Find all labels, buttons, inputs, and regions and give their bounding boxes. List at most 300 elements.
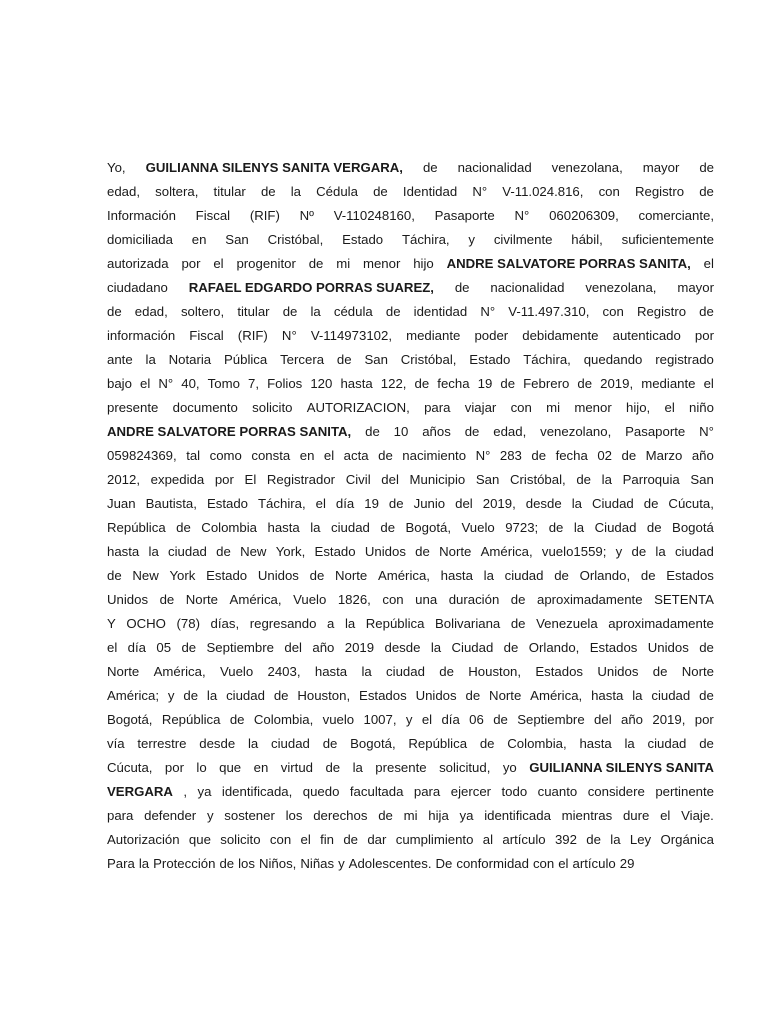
word: de <box>183 688 199 703</box>
word: por <box>181 256 201 271</box>
word: ciudad <box>168 544 207 559</box>
word: 2019 <box>344 640 375 655</box>
word: de <box>336 352 352 367</box>
word: de <box>631 544 647 559</box>
word: Ciudad <box>594 520 637 535</box>
word: la <box>624 736 635 751</box>
word: de <box>308 256 324 271</box>
word: Orlando, <box>579 568 631 583</box>
word: de <box>380 520 396 535</box>
word: 40, <box>181 376 200 391</box>
word: de <box>621 448 637 463</box>
word: como <box>209 448 242 463</box>
word: la <box>138 856 150 871</box>
word: de <box>586 832 601 847</box>
word: venezolana, <box>585 280 657 295</box>
word: 392 <box>554 832 577 847</box>
document-line <box>107 348 714 372</box>
word: de <box>646 520 662 535</box>
word: N° <box>158 376 174 391</box>
word: de <box>454 280 470 295</box>
word: V-114973102, <box>310 328 392 343</box>
word: Unidos <box>364 544 406 559</box>
word: por <box>694 328 714 343</box>
word: N° <box>480 304 496 319</box>
word: y <box>206 808 214 823</box>
word: de <box>176 520 191 535</box>
word: por <box>214 472 234 487</box>
word: República <box>161 712 221 727</box>
word: la <box>206 688 218 703</box>
word: Norte <box>107 664 140 679</box>
word: y <box>468 232 475 247</box>
word: Estado <box>206 496 248 511</box>
word: América, <box>153 664 206 679</box>
word: de <box>216 544 231 559</box>
word: menor <box>362 256 401 271</box>
word: progenitor <box>236 256 296 271</box>
word: América, <box>229 592 282 607</box>
word: desde <box>384 640 421 655</box>
word: ejercer <box>450 784 492 799</box>
word: con <box>598 184 620 199</box>
word: América, <box>480 544 533 559</box>
word: Registrador <box>266 472 336 487</box>
word: a <box>327 616 335 631</box>
word: quedo <box>302 784 340 799</box>
word: Bogotá <box>672 520 714 535</box>
word: titular <box>237 304 270 319</box>
word: Niñas <box>300 856 335 871</box>
word: Estado <box>206 568 248 583</box>
word: San <box>364 352 388 367</box>
word: de <box>465 688 481 703</box>
document-line <box>107 612 714 636</box>
word: 10 <box>393 424 409 439</box>
bold-name-text: ANDRE SALVATORE PORRAS SANITA, <box>446 256 691 271</box>
word: en <box>253 760 269 775</box>
word: Cristóbal, <box>400 352 457 367</box>
word: y <box>167 688 175 703</box>
word: desde <box>525 496 562 511</box>
word: Adolescentes. <box>348 856 432 871</box>
word: Vuelo <box>219 664 254 679</box>
word: venezolano, <box>540 424 612 439</box>
word: de <box>107 304 122 319</box>
document-line <box>107 276 714 300</box>
word: del <box>381 472 399 487</box>
word: Cristóbal, <box>267 232 324 247</box>
word: sostener <box>224 808 275 823</box>
word: de <box>107 568 122 583</box>
word: la <box>655 544 666 559</box>
word: Orlando, <box>528 640 580 655</box>
word: la <box>571 496 582 511</box>
word: Niños, <box>258 856 297 871</box>
word: York, <box>275 544 306 559</box>
word: Pasaporte <box>625 424 686 439</box>
word: facultada <box>349 784 404 799</box>
word: año <box>312 640 335 655</box>
word: Unidos <box>647 640 689 655</box>
word: de <box>554 568 569 583</box>
word: Pública <box>223 352 268 367</box>
word: el <box>558 856 569 871</box>
document-line <box>107 204 714 228</box>
word: 05 <box>156 640 172 655</box>
document-line <box>107 444 714 468</box>
word: 06 <box>469 712 484 727</box>
document-line <box>107 588 714 612</box>
word: el <box>421 712 433 727</box>
word: la <box>352 760 363 775</box>
word: Unidos <box>257 568 299 583</box>
word: nacionalidad <box>457 160 532 175</box>
word: venezolana, <box>551 160 623 175</box>
word: Información <box>107 208 176 223</box>
word: Pasaporte <box>434 208 495 223</box>
word: hijo, <box>626 400 651 415</box>
word: bajo <box>107 376 132 391</box>
word: por <box>694 712 714 727</box>
word: de <box>388 496 404 511</box>
word: Civil <box>345 472 371 487</box>
word: la <box>247 736 259 751</box>
word: hijo <box>413 256 434 271</box>
document-line <box>107 468 714 492</box>
word: de <box>699 688 714 703</box>
word: mi <box>546 400 561 415</box>
document-line <box>107 684 714 708</box>
word: la <box>483 568 494 583</box>
word: terrestre <box>137 736 187 751</box>
word: el <box>323 448 335 463</box>
word: de <box>503 640 519 655</box>
word: ciudad <box>386 664 425 679</box>
word: Estados <box>535 664 584 679</box>
word: Táchira, <box>523 352 571 367</box>
word: aproximadamente <box>536 592 643 607</box>
word: Unidos <box>107 592 149 607</box>
word: artículo <box>572 856 616 871</box>
word: comerciante, <box>638 208 714 223</box>
word: América, <box>530 688 583 703</box>
word: vuelo <box>322 712 355 727</box>
word: Venezuela <box>536 616 598 631</box>
word: ciudad <box>674 544 714 559</box>
word: De <box>435 856 453 871</box>
word: AUTORIZACION, <box>306 400 410 415</box>
word: hábil, <box>571 232 603 247</box>
word: cumplimiento <box>395 832 474 847</box>
word: V-110248160, <box>333 208 415 223</box>
word: Táchira, <box>258 496 306 511</box>
word: Fiscal <box>189 328 224 343</box>
word: mediante <box>641 376 696 391</box>
word: 122, <box>380 376 407 391</box>
word: hasta <box>267 520 300 535</box>
word: nacionalidad <box>490 280 565 295</box>
word: la <box>148 544 159 559</box>
word: el <box>660 808 671 823</box>
word: N° <box>472 184 488 199</box>
document-line <box>107 828 714 852</box>
word: de <box>322 736 338 751</box>
word: de <box>309 568 325 583</box>
word: el <box>300 832 311 847</box>
word: identificada, <box>221 784 293 799</box>
word: , <box>183 784 188 799</box>
word: con <box>382 592 404 607</box>
word: V-11.497.310, <box>508 304 590 319</box>
word: ante <box>107 352 133 367</box>
word: Cúcuta, <box>668 496 714 511</box>
word: SETENTA <box>654 592 714 607</box>
word: 7, <box>248 376 259 391</box>
word: autenticado <box>612 328 681 343</box>
word: soltero, <box>180 304 225 319</box>
word: New <box>240 544 267 559</box>
word: Septiembre <box>517 712 585 727</box>
word: y <box>405 712 413 727</box>
word: de <box>640 568 656 583</box>
word: mi <box>336 256 351 271</box>
word: nacimiento <box>402 448 467 463</box>
word: lo <box>196 760 207 775</box>
word: San <box>475 472 500 487</box>
word: el <box>703 256 714 271</box>
word: Estado <box>342 232 384 247</box>
word: el <box>213 256 224 271</box>
document-line <box>107 708 714 732</box>
word: que <box>188 832 211 847</box>
document-line <box>107 804 714 828</box>
word: cédula <box>333 304 373 319</box>
word: regresando <box>249 616 317 631</box>
bold-name-text: GUILIANNA SILENYS SANITA VERGARA, <box>145 160 403 175</box>
word: poder <box>474 328 509 343</box>
word: mayor <box>677 280 714 295</box>
word: los <box>285 808 303 823</box>
word: Para <box>107 856 135 871</box>
word: Bautista, <box>145 496 197 511</box>
word: de <box>422 160 438 175</box>
word: con <box>510 400 532 415</box>
word: 283 <box>499 448 522 463</box>
word: del <box>455 496 473 511</box>
document-line <box>107 660 714 684</box>
word: Estados <box>359 688 407 703</box>
word: dar <box>367 832 387 847</box>
word: (RIF) <box>237 328 268 343</box>
word: titular <box>213 184 246 199</box>
document-line <box>107 228 714 252</box>
word: yo <box>502 760 517 775</box>
document-line <box>107 252 714 276</box>
word: para <box>424 400 451 415</box>
document-line <box>107 732 714 756</box>
word: Registro <box>636 304 687 319</box>
word: día <box>441 712 460 727</box>
word: hasta <box>579 736 612 751</box>
word: del <box>594 712 612 727</box>
word: expedida <box>150 472 205 487</box>
word: hasta <box>314 664 348 679</box>
word: el <box>107 640 118 655</box>
word: 059824369, <box>107 448 177 463</box>
word: Febrero <box>523 376 570 391</box>
word: 19 <box>477 376 493 391</box>
word: de <box>531 448 547 463</box>
bold-name-text: GUILIANNA SILENYS SANITA <box>529 760 714 775</box>
word: (78) <box>176 616 200 631</box>
word: considere <box>587 784 645 799</box>
word: Autorización <box>107 832 180 847</box>
word: pertinente <box>655 784 714 799</box>
word: la <box>310 520 321 535</box>
word: de <box>699 184 714 199</box>
word: Junio <box>413 496 446 511</box>
word: San <box>690 472 714 487</box>
document-line <box>107 540 714 564</box>
word: Norte <box>334 568 368 583</box>
word: una <box>415 592 438 607</box>
word: Y <box>107 616 116 631</box>
word: de <box>378 448 393 463</box>
word: por <box>164 760 184 775</box>
word: fecha <box>555 448 588 463</box>
word: N° <box>281 328 297 343</box>
word: ciudad <box>331 520 370 535</box>
word: duración <box>448 592 500 607</box>
word: el <box>315 496 326 511</box>
word: año <box>691 448 714 463</box>
word: dure <box>622 808 650 823</box>
word: Folios <box>267 376 303 391</box>
word: Estado <box>469 352 511 367</box>
word: de <box>229 712 245 727</box>
word: Norte <box>489 688 522 703</box>
document-line <box>107 396 714 420</box>
word: con <box>269 832 292 847</box>
word: Cúcuta, <box>107 760 153 775</box>
word: Estados <box>589 640 638 655</box>
word: artículo <box>502 832 546 847</box>
word: de <box>576 472 592 487</box>
word: la <box>632 688 643 703</box>
word: Táchira, <box>401 232 450 247</box>
document-line <box>107 756 714 780</box>
word: y <box>338 856 345 871</box>
word: hasta <box>340 376 373 391</box>
word: Identidad <box>402 184 458 199</box>
word: domiciliada <box>107 232 173 247</box>
word: la <box>430 640 442 655</box>
word: virtud <box>280 760 313 775</box>
word: de <box>699 160 714 175</box>
word: de <box>510 616 526 631</box>
word: ciudad <box>226 688 265 703</box>
word: fecha <box>437 376 470 391</box>
word: presente <box>107 400 159 415</box>
word: vuelo1559; <box>541 544 607 559</box>
word: de <box>699 640 714 655</box>
word: Colombia <box>201 520 258 535</box>
word: cuanto <box>537 784 578 799</box>
word: Houston, <box>468 664 522 679</box>
word: 29 <box>619 856 635 871</box>
word: días, <box>210 616 240 631</box>
word: de <box>373 184 388 199</box>
word: hija <box>428 808 449 823</box>
word: 2019, <box>600 376 634 391</box>
document-line <box>107 636 714 660</box>
word: el <box>703 376 714 391</box>
word: viajar <box>464 400 497 415</box>
word: Bogotá, <box>405 520 451 535</box>
word: aproximadamente <box>608 616 714 631</box>
document-line <box>107 300 714 324</box>
document-line <box>107 324 714 348</box>
word: 9723; <box>505 520 539 535</box>
bold-name-text: ANDRE SALVATORE PORRAS SANITA, <box>107 424 352 439</box>
word: ciudadano <box>107 280 168 295</box>
word: fin <box>320 832 335 847</box>
word: Ley <box>629 832 652 847</box>
word: N° <box>475 448 491 463</box>
word: niño <box>689 400 714 415</box>
word: conformidad <box>456 856 529 871</box>
word: Unidos <box>415 688 457 703</box>
word: desde <box>199 736 236 751</box>
word: los <box>238 856 255 871</box>
word: edad, <box>493 424 527 439</box>
word: Estados <box>666 568 714 583</box>
word: Viaje. <box>681 808 714 823</box>
word: la <box>290 184 302 199</box>
word: York <box>169 568 196 583</box>
word: N° <box>514 208 530 223</box>
word: identificada <box>484 808 551 823</box>
word: de <box>325 760 341 775</box>
document-line <box>107 180 714 204</box>
word: de <box>159 592 175 607</box>
word: vía <box>107 736 125 751</box>
word: documento <box>172 400 238 415</box>
word: América, <box>377 568 430 583</box>
word: consta <box>251 448 291 463</box>
word: 19 <box>364 496 379 511</box>
word: la <box>610 832 621 847</box>
word: de <box>414 376 430 391</box>
word: 2019, <box>482 496 516 511</box>
word: San <box>225 232 249 247</box>
word: en <box>299 448 315 463</box>
word: con <box>602 304 624 319</box>
word: América; <box>107 688 160 703</box>
word: ciudad <box>647 736 687 751</box>
word: autorizada <box>107 256 169 271</box>
word: Estado <box>314 544 356 559</box>
word: acta <box>343 448 369 463</box>
word: registrado <box>655 352 714 367</box>
word: de <box>343 832 359 847</box>
word: de <box>479 736 495 751</box>
word: hasta <box>107 544 140 559</box>
word: para <box>107 808 134 823</box>
word: Registro <box>634 184 685 199</box>
word: del <box>284 640 302 655</box>
